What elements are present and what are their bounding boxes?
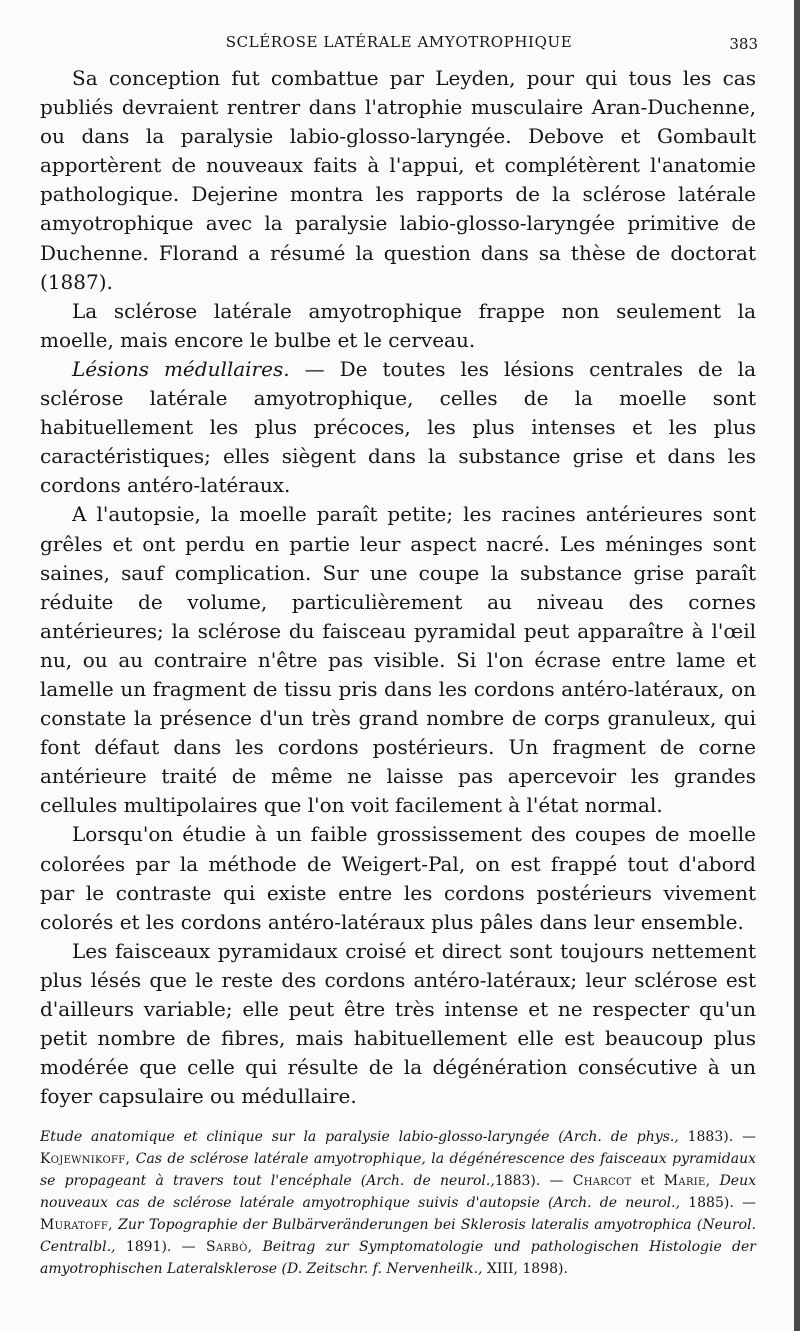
paragraph-leyden: [40, 64, 756, 297]
paragraph-text: Sa conception fut combattue par Leyden, pour qui tous les cas publiés devraient rentrer dans l'atrophie musculaire Aran-Duchenne, ou dans la paralysie labio-glosso-laryngée. Debove et Gombault apportèrent de nouveaux faits à l'appui, et complétèrent l'anatomie pathologique. Dejerine montra les rapports de la sclérose latérale amyotrophique avec la paralysie labio-glosso-laryngée primitive de Duchenne. Florand a résumé la question dans sa thèse de doctorat (1887).: [40, 66, 756, 294]
running-title: SCLÉROSE LATÉRALE AMYOTROPHIQUE: [225, 33, 573, 51]
paragraph-autopsy: [40, 500, 756, 820]
footnote-references: [40, 1126, 756, 1280]
paragraph-pyramidal-bundles: [40, 937, 756, 1112]
footnote-segment: 1891). —: [115, 1239, 206, 1255]
footnote-author: Marie,: [663, 1173, 711, 1189]
footnote-segment: Etude anatomique et clinique sur la paralysie labio-glosso-laryngée (Arch. de phys.,: [40, 1129, 679, 1145]
footnote-segment: et: [631, 1173, 664, 1189]
paragraph-text: A l'autopsie, la moelle paraît petite; les racines antérieures sont grêles et ont perdu en partie leur aspect nacré. Les méninges sont saines, sauf complication. Sur une coupe la substance grise paraît réduite de volume, particulièrement au niveau des cornes antérieures; la sclérose du faisceau pyramidal peut apparaître à l'œil nu, ou au contraire n'être pas visible. Si l'on écrase entre lame et lamelle un fragment de tissu pris dans les cordons antéro-latéraux, on constate la présence d'un très grand nombre de corps granuleux, qui font défaut dans les cordons postérieurs. Un fragment de corne antérieure traité de même ne laisse pas apercevoir les grandes cellules multipolaires que l'on voit facilement à l'état normal.: [40, 502, 756, 818]
footnote-author: Sarbò,: [206, 1239, 253, 1255]
footnote-author: Kojewnikoff,: [40, 1151, 131, 1167]
paragraph-weigert-pal: [40, 820, 756, 936]
footnote-segment: Cas de sclérose latérale amyotrophique, la dégénérescence des faisceaux pyramidaux se propageant à travers tout l'encéphale (Arch. de neurol.,: [40, 1151, 756, 1189]
paragraph-text: La sclérose latérale amyotrophique frappe non seulement la moelle, mais encore le bulbe et le cerveau.: [40, 298, 756, 352]
page-number: 383: [729, 35, 758, 53]
footnote-segment: 1883). —: [494, 1173, 573, 1189]
page-edge-shadow: [794, 0, 800, 1331]
page-header: [40, 30, 758, 54]
footnote-author: Muratoff,: [40, 1217, 113, 1233]
footnote-author: Charcot: [572, 1173, 632, 1189]
footnote-segment: XIII, 1898).: [482, 1261, 568, 1277]
paragraph-sites: [40, 297, 756, 355]
footnote-segment: Beitrag zur Symptomatologie und pathologischen Histologie der amyotrophischen Lateralsklerose (D. Zeitschr. f. Nervenheilk.,: [40, 1239, 756, 1277]
footnotes: [40, 1126, 756, 1280]
footnote-segment: 1883). —: [678, 1129, 756, 1145]
footnote-segment: 1885). —: [680, 1195, 756, 1211]
paragraph-text: Lorsqu'on étudie à un faible grossissement des coupes de moelle colorées par la méthode de Weigert-Pal, on est frappé tout d'abord par le contraste qui existe entre les cordons postérieurs vivement colorés et les cordons antéro-latéraux plus pâles dans leur ensemble.: [40, 822, 756, 934]
footnote-segment: Zur Topographie der Bulbärveränderungen bei Sklerosis lateralis amyotrophica (Neurol. Centralbl.,: [40, 1217, 756, 1255]
paragraph-text: — De toutes les lésions centrales de la sclérose latérale amyotrophique, celles de la moelle sont habituellement les plus précoces, les plus intenses et les plus caractéristiques; elles siègent dans la substance grise et dans les cordons antéro-latéraux.: [40, 356, 756, 498]
paragraph-text: Les faisceaux pyramidaux croisé et direct sont toujours nettement plus lésés que le reste des cordons antéro-latéraux; leur sclérose est d'ailleurs variable; elle peut être très intense et ne respecter qu'un petit nombre de fibres, mais habituellement elle est beaucoup plus modérée que celle qui résulte de la dégénération consécutive à un foyer capsulaire ou médullaire.: [40, 938, 756, 1109]
footnote-segment: Deux nouveaux cas de sclérose latérale amyotrophique suivis d'autopsie (Arch. de neurol.,: [40, 1173, 756, 1211]
section-heading: Lésions médullaires.: [72, 356, 290, 381]
body-text: [40, 64, 756, 1111]
paragraph-medullary-lesions: [40, 355, 756, 500]
